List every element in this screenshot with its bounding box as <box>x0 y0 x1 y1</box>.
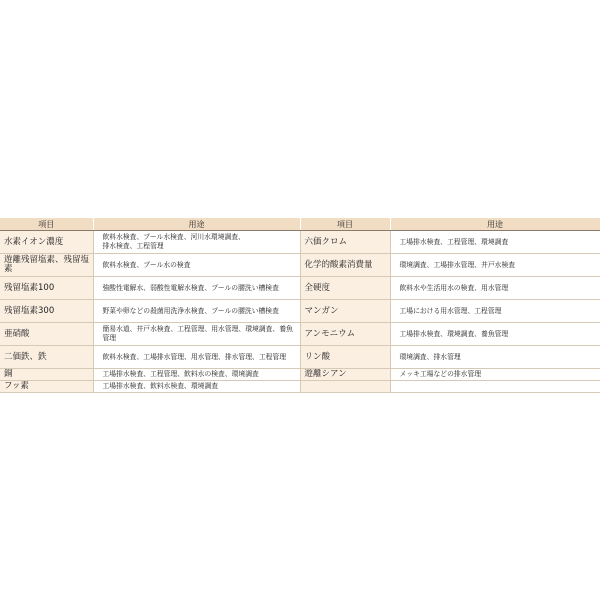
use-cell <box>93 231 300 254</box>
use-cell: 環境調査、工場排水管理、井戸水検査 <box>390 254 600 277</box>
item-cell: リン酸 <box>300 346 390 369</box>
use-cell: 工場排水検査、工程管理、飲料水の検査、環境調査 <box>93 369 300 381</box>
use-cell: 強酸性電解水、弱酸性電解水検査、プールの腰洗い槽検査 <box>93 277 300 300</box>
water-test-usage-table <box>0 218 600 393</box>
table-row <box>0 231 600 254</box>
table-header-row <box>0 218 600 231</box>
use-cell: 環境調査、排水管理 <box>390 346 600 369</box>
item-cell: 亜硝酸 <box>0 323 93 346</box>
item-cell: マンガン <box>300 300 390 323</box>
item-cell: 全硬度 <box>300 277 390 300</box>
use-text-line: 飲料水検査、プール水検査、河川水環境調査、 <box>102 233 245 241</box>
item-cell: アンモニウム <box>300 323 390 346</box>
item-cell: 化学的酸素消費量 <box>300 254 390 277</box>
header-item-right: 項目 <box>300 218 390 231</box>
use-cell: 飲料水検査、工場排水管理、用水管理、排水管理、工程管理 <box>93 346 300 369</box>
item-cell: 銅 <box>0 369 93 381</box>
table-row <box>0 369 600 381</box>
item-cell: 残留塩素100 <box>0 277 93 300</box>
table-row <box>0 277 600 300</box>
item-cell <box>300 381 390 393</box>
table-row <box>0 346 600 369</box>
table-row <box>0 300 600 323</box>
table-row <box>0 381 600 393</box>
header-item-left: 項目 <box>0 218 93 231</box>
header-use-right: 用途 <box>390 218 600 231</box>
use-cell: 飲料水検査、プール水の検査 <box>93 254 300 277</box>
item-cell: 二価鉄、鉄 <box>0 346 93 369</box>
item-cell: 水素イオン濃度 <box>0 231 93 254</box>
item-cell: 遊離残留塩素、残留塩素 <box>0 254 93 277</box>
use-cell: 工場排水検査、飲料水検査、環境調査 <box>93 381 300 393</box>
item-cell: 六価クロム <box>300 231 390 254</box>
use-cell: 工場排水検査、工程管理、環境調査 <box>390 231 600 254</box>
item-cell: フッ素 <box>0 381 93 393</box>
use-text-line: 排水検査、工程管理 <box>102 242 164 250</box>
use-cell: 飲料水や生活用水の検査、用水管理 <box>390 277 600 300</box>
table-row <box>0 323 600 346</box>
use-cell: メッキ工場などの排水管理 <box>390 369 600 381</box>
item-cell: 残留塩素300 <box>0 300 93 323</box>
item-cell: 遊離シアン <box>300 369 390 381</box>
use-cell: 野菜や卵などの殺菌用洗浄水検査、プールの腰洗い槽検査 <box>93 300 300 323</box>
use-cell <box>390 381 600 393</box>
use-cell: 簡易水道、井戸水検査、工程管理、用水管理、環境調査、養魚管理 <box>93 323 300 346</box>
use-cell: 工場における用水管理、工程管理 <box>390 300 600 323</box>
use-cell: 工場排水検査、環境調査、養魚管理 <box>390 323 600 346</box>
header-use-left: 用途 <box>93 218 300 231</box>
table-row <box>0 254 600 277</box>
